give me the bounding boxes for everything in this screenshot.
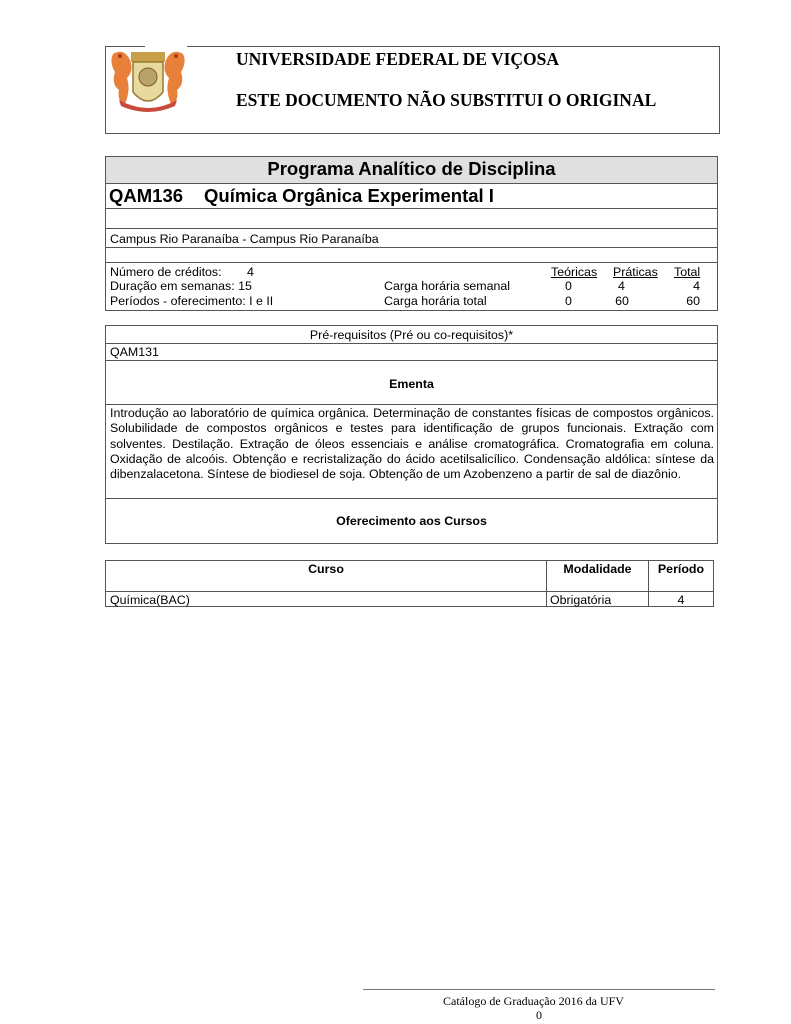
courses-table xyxy=(105,560,714,607)
total-total: 60 xyxy=(686,294,700,308)
university-crest-logo xyxy=(109,44,187,116)
col-total: Total xyxy=(674,265,701,279)
prerequisite-value: QAM131 xyxy=(110,345,159,359)
footer-page-number: 0 xyxy=(536,1008,542,1022)
total-practice: 60 xyxy=(615,294,629,308)
credits-value: 4 xyxy=(247,265,254,279)
course-name: Química Orgânica Experimental I xyxy=(204,185,494,206)
col-practice: Práticas xyxy=(613,265,658,279)
footer-catalog: Catálogo de Graduação 2016 da UFV xyxy=(443,994,624,1008)
period-cell: 4 xyxy=(677,593,685,607)
offering-heading: Oferecimento aos Cursos xyxy=(336,514,487,528)
program-table xyxy=(105,156,718,311)
ementa-text: Introdução ao laboratório de química orgânica. Determinação de constantes físicas de compostos orgânicos. Solubilidade de compostos orgânicos e testes para identificação de grupos funcionais. Extração com solventes. Destilação. Extração de óleos essenciais e análise cromatográfica. Cromatografia em coluna. Oxidação de alcoóis. Obtenção e recristalização do ácido acetilsalicílico. Condensação aldólica: síntese da dibenzalacetona. Síntese de biodiesel de soja. Obtenção de um Azobenzeno a partir de sal de diazônio. xyxy=(110,406,714,482)
weekly-practice: 4 xyxy=(618,279,625,293)
total-hours-label: Carga horária total xyxy=(384,294,487,308)
weekly-total: 4 xyxy=(693,279,700,293)
course-header: Curso xyxy=(308,562,344,576)
modality-header: Modalidade xyxy=(563,562,632,576)
weekly-theory: 0 xyxy=(565,279,572,293)
prerequisites-heading: Pré-requisitos (Pré ou co-requisitos)* xyxy=(309,328,514,342)
credits-label: Número de créditos: xyxy=(110,265,222,279)
total-theory: 0 xyxy=(565,294,572,308)
university-name: UNIVERSIDADE FEDERAL DE VIÇOSA xyxy=(236,49,560,69)
weeks-label: Duração em semanas: 15 xyxy=(110,279,252,293)
weekly-hours-label: Carga horária semanal xyxy=(384,279,511,293)
requirements-table xyxy=(105,325,718,544)
campus: Campus Rio Paranaíba - Campus Rio Paranaíba xyxy=(110,232,379,246)
footer-rule xyxy=(363,989,715,990)
document-notice: ESTE DOCUMENTO NÃO SUBSTITUI O ORIGINAL xyxy=(236,90,657,110)
col-theory: Teóricas xyxy=(551,265,598,279)
modality-cell: Obrigatória xyxy=(550,593,612,607)
periods-label: Períodos - oferecimento: I e II xyxy=(110,294,274,308)
program-title: Programa Analítico de Disciplina xyxy=(267,158,556,179)
period-header: Período xyxy=(657,562,705,576)
ementa-heading: Ementa xyxy=(389,377,434,391)
course-code: QAM136 xyxy=(109,185,184,206)
course-cell: Química(BAC) xyxy=(110,593,190,607)
